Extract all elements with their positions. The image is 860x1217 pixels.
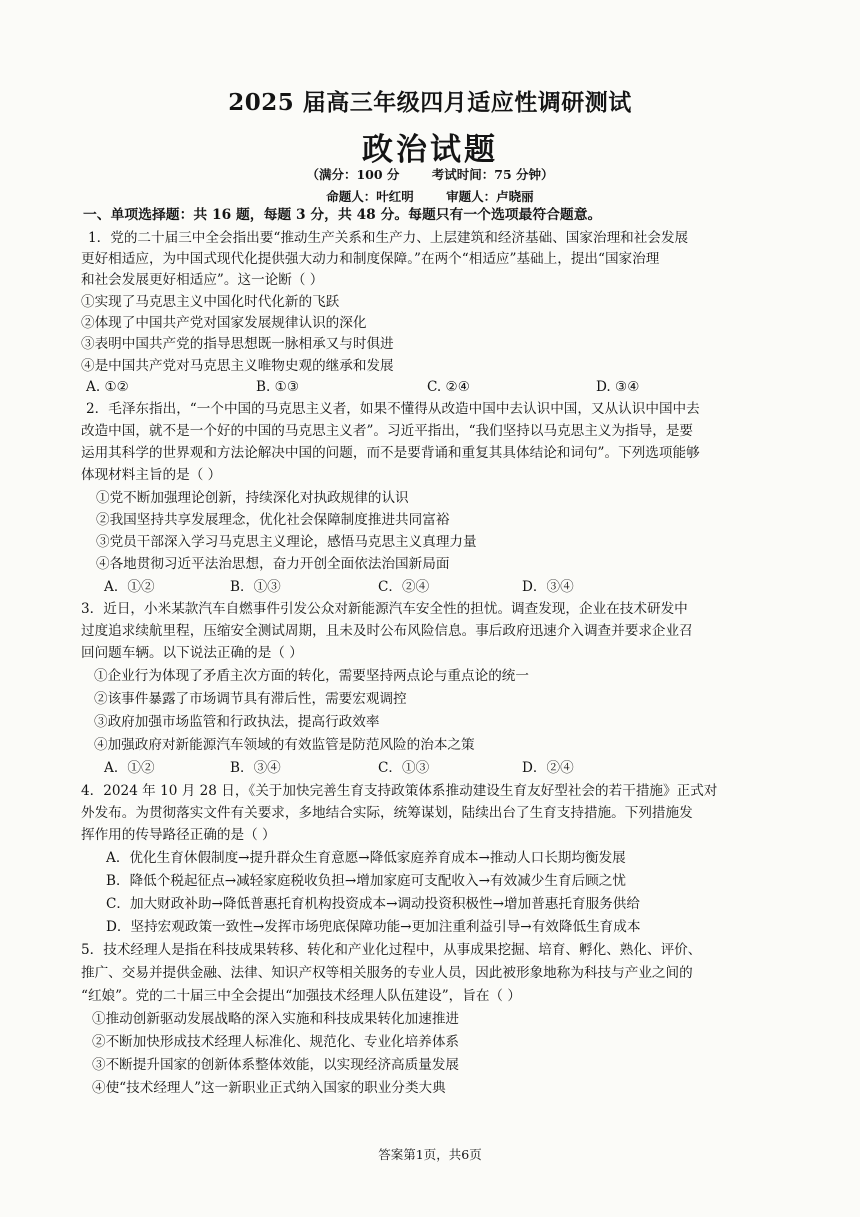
q3-option-d: D．②④ <box>522 760 574 776</box>
q3-item: ④加强政府对新能源汽车领域的有效监管是防范风险的治本之策 <box>94 737 475 753</box>
q5-item: ①推动创新驱动发展战略的深入实施和科技成果转化加速推进 <box>92 1011 460 1027</box>
q3-item: ②该事件暴露了市场调节具有滞后性，需要宏观调控 <box>94 691 407 707</box>
q3-stem-line: 3．近日，小米某款汽车自燃事件引发公众对新能源汽车安全性的担忧。调查发现，企业在技术研发中 <box>81 601 688 617</box>
q4-stem-line: 外发布。为贯彻落实文件有关要求，多地结合实际，统筹谋划，陆续出台了生育支持措施。下列措施发 <box>81 805 693 821</box>
q2-option-c: C．②④ <box>378 579 430 595</box>
q4-option-b: B．降低个税起征点→减轻家庭税收负担→增加家庭可支配收入→有效减少生育后顾之忧 <box>106 873 626 889</box>
q2-stem-line: 2．毛泽东指出，“一个中国的马克思主义者，如果不懂得从改造中国中去认识中国，又从认识中国中去 <box>86 401 700 417</box>
q1-option-a: A. ①② <box>86 379 129 395</box>
q3-option-a: A．①② <box>104 760 155 776</box>
q2-option-d: D．③④ <box>522 579 574 595</box>
q1-stem-line: 和社会发展更好相适应”。这一论断（ ） <box>81 272 324 288</box>
q5-stem-line: 5．技术经理人是指在科技成果转移、转化和产业化过程中，从事成果挖掘、培育、孵化、熟化、评价、 <box>81 942 702 958</box>
q1-stem-line: 1．党的二十届三中全会指出要“推动生产关系和生产力、上层建筑和经济基础、国家治理和社会发展 <box>88 230 689 246</box>
q3-stem-line: 过度追求续航里程，压缩安全测试周期，且未及时公布风险信息。事后政府迅速介入调查并要求企业召 <box>81 623 693 639</box>
q1-stem-line: 更好相适应，为中国式现代化提供强大动力和制度保障。”在两个“相适应”基础上，提出“国家治理 <box>81 251 660 267</box>
q2-stem-line: 体现材料主旨的是（ ） <box>81 467 222 483</box>
q2-item: ②我国坚持共享发展理念，优化社会保障制度推进共同富裕 <box>96 512 450 528</box>
q3-item: ③政府加强市场监管和行政执法，提高行政效率 <box>94 714 380 730</box>
q2-item: ③党员干部深入学习马克思主义理论，感悟马克思主义真理力量 <box>96 534 477 550</box>
q2-stem-line: 改造中国，就不是一个好的中国的马克思主义者”。习近平指出，“我们坚持以马克思主义为指导，是要 <box>81 423 694 439</box>
page-footer: 答案第1页，共6页 <box>378 1147 482 1162</box>
q3-option-b: B．③④ <box>230 760 281 776</box>
q5-item: ④使“技术经理人”这一新职业正式纳入国家的职业分类大典 <box>92 1080 446 1096</box>
exam-staff <box>0 187 860 205</box>
q1-option-d: D. ③④ <box>596 379 640 395</box>
q1-option-b: B. ①③ <box>256 379 300 395</box>
q2-item: ①党不断加强理论创新，持续深化对执政规律的认识 <box>96 490 409 506</box>
q5-stem-line: “红娘”。党的二十届三中全会提出“加强技术经理人队伍建设”，旨在（ ） <box>81 988 521 1004</box>
q2-option-b: B．①③ <box>230 579 281 595</box>
full-score: （满分：100 分 <box>306 167 400 182</box>
q3-option-c: C．①③ <box>378 760 430 776</box>
q2-item: ④各地贯彻习近平法治思想，奋力开创全面依法治国新局面 <box>96 556 450 572</box>
q2-option-a: A．①② <box>104 579 155 595</box>
q5-item: ③不断提升国家的创新体系整体效能，以实现经济高质量发展 <box>92 1057 460 1073</box>
exam-time: 考试时间：75 分钟） <box>431 167 554 182</box>
q4-option-c: C．加大财政补助→降低普惠托育机构投资成本→调动投资积极性→增加普惠托育服务供给 <box>106 896 640 912</box>
q1-item: ①实现了马克思主义中国化时代化新的飞跃 <box>81 294 340 310</box>
question-author: 命题人：叶红明 <box>326 189 414 204</box>
q2-stem-line: 运用其科学的世界观和方法论解决中国的问题，而不是要背诵和重复其具体结论和词句”。下列选项能够 <box>81 445 700 461</box>
q3-stem-line: 回问题车辆。以下说法正确的是（ ） <box>81 645 303 661</box>
exam-title: 2025 届高三年级四月适应性调研测试 <box>228 89 632 116</box>
q4-option-d: D．坚持宏观政策一致性→发挥市场兜底保障功能→更加注重利益引导→有效降低生育成本 <box>106 919 641 935</box>
q5-stem-line: 推广、交易并提供金融、法律、知识产权等相关服务的专业人员，因此被形象地称为科技与产业之间的 <box>81 965 693 981</box>
exam-info <box>0 165 860 183</box>
q5-item: ②不断加快形成技术经理人标准化、规范化、专业化培养体系 <box>92 1034 460 1050</box>
q1-item: ③表明中国共产党的指导思想既一脉相承又与时俱进 <box>81 336 394 352</box>
q1-item: ④是中国共产党对马克思主义唯物史观的继承和发展 <box>81 358 394 374</box>
q3-item: ①企业行为体现了矛盾主次方面的转化，需要坚持两点论与重点论的统一 <box>94 668 529 684</box>
q4-stem-line: 挥作用的传导路径正确的是（ ） <box>81 827 276 843</box>
subject-title: 政治试题 <box>362 132 498 168</box>
section-heading: 一、单项选择题：共 16 题，每题 3 分，共 48 分。每题只有一个选项最符合题意。 <box>83 207 602 223</box>
q1-item: ②体现了中国共产党对国家发展规律认识的深化 <box>81 315 367 331</box>
q4-stem-line: 4．2024 年 10 月 28 日，《关于加快完善生育支持政策体系推动建设生育友好型社会的若干措施》正式对 <box>81 783 718 799</box>
question-reviewer: 审题人：卢晓丽 <box>446 189 534 204</box>
q1-option-c: C. ②④ <box>427 379 470 395</box>
q4-option-a: A．优化生育休假制度→提升群众生育意愿→降低家庭养育成本→推动人口长期均衡发展 <box>106 850 626 866</box>
